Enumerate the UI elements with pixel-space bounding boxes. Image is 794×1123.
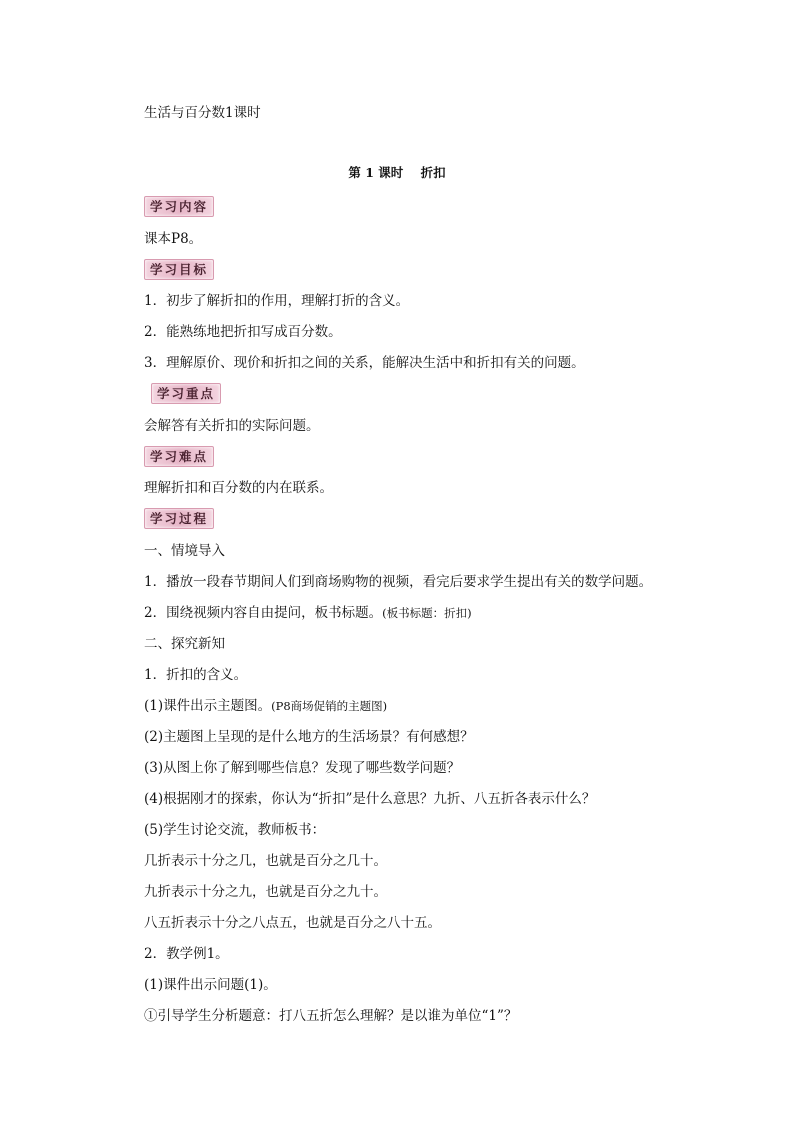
- section-tag-key-point: 学习重点: [151, 383, 221, 404]
- section-tag-process: 学习过程: [144, 508, 214, 529]
- part1-line2-main: 2．围绕视频内容自由提问，板书标题。: [144, 605, 383, 621]
- question-1-main: (1)课件出示主题图。: [144, 698, 272, 714]
- sub1-title: 1．折扣的含义。: [144, 667, 248, 683]
- example-1: (1)课件出示问题(1)。: [144, 977, 277, 993]
- goal-item: 2．能熟练地把折扣写成百分数。: [144, 324, 342, 340]
- question-1: [144, 696, 387, 716]
- goal-item: 3．理解原价、现价和折扣之间的关系，能解决生活中和折扣有关的问题。: [144, 355, 585, 371]
- content-text: 课本P8。: [144, 231, 203, 247]
- example-1-step: ①引导学生分析题意：打八五折怎么理解？是以谁为单位“1”？: [144, 1008, 518, 1024]
- part2-heading: 二、探究新知: [144, 636, 225, 652]
- section-tag-goals: 学习目标: [144, 259, 214, 280]
- part1-heading: 一、情境导入: [144, 543, 225, 559]
- question-2: (2)主题图上呈现的是什么地方的生活场景？有何感想？: [144, 729, 474, 745]
- board-line: 八五折表示十分之八点五，也就是百分之八十五。: [144, 915, 441, 931]
- question-1-note: (P8商场促销的主题图): [271, 699, 388, 713]
- sub2-title: 2．教学例1。: [144, 946, 229, 962]
- part1-line1: 1．播放一段春节期间人们到商场购物的视频，看完后要求学生提出有关的数学问题。: [144, 574, 653, 590]
- board-line: 九折表示十分之九，也就是百分之九十。: [144, 884, 387, 900]
- section-tag-content: 学习内容: [144, 196, 214, 217]
- part1-line2: [144, 603, 472, 623]
- section-tag-difficulty: 学习难点: [144, 446, 214, 467]
- board-line: 几折表示十分之几，也就是百分之几十。: [144, 853, 387, 869]
- question-5: (5)学生讨论交流，教师板书：: [144, 822, 326, 838]
- board-title-note: (板书标题：折扣): [382, 606, 472, 620]
- question-4: (4)根据刚才的探索，你认为“折扣”是什么意思？九折、八五折各表示什么？: [144, 791, 596, 807]
- key-point-text: 会解答有关折扣的实际问题。: [144, 418, 320, 434]
- question-3: (3)从图上你了解到哪些信息？发现了哪些数学问题？: [144, 760, 461, 776]
- difficulty-text: 理解折扣和百分数的内在联系。: [144, 480, 333, 496]
- document-title: 生活与百分数1课时: [144, 105, 261, 121]
- goal-item: 1．初步了解折扣的作用，理解打折的含义。: [144, 293, 410, 309]
- lesson-title: 第 1 课时 折扣: [348, 165, 446, 180]
